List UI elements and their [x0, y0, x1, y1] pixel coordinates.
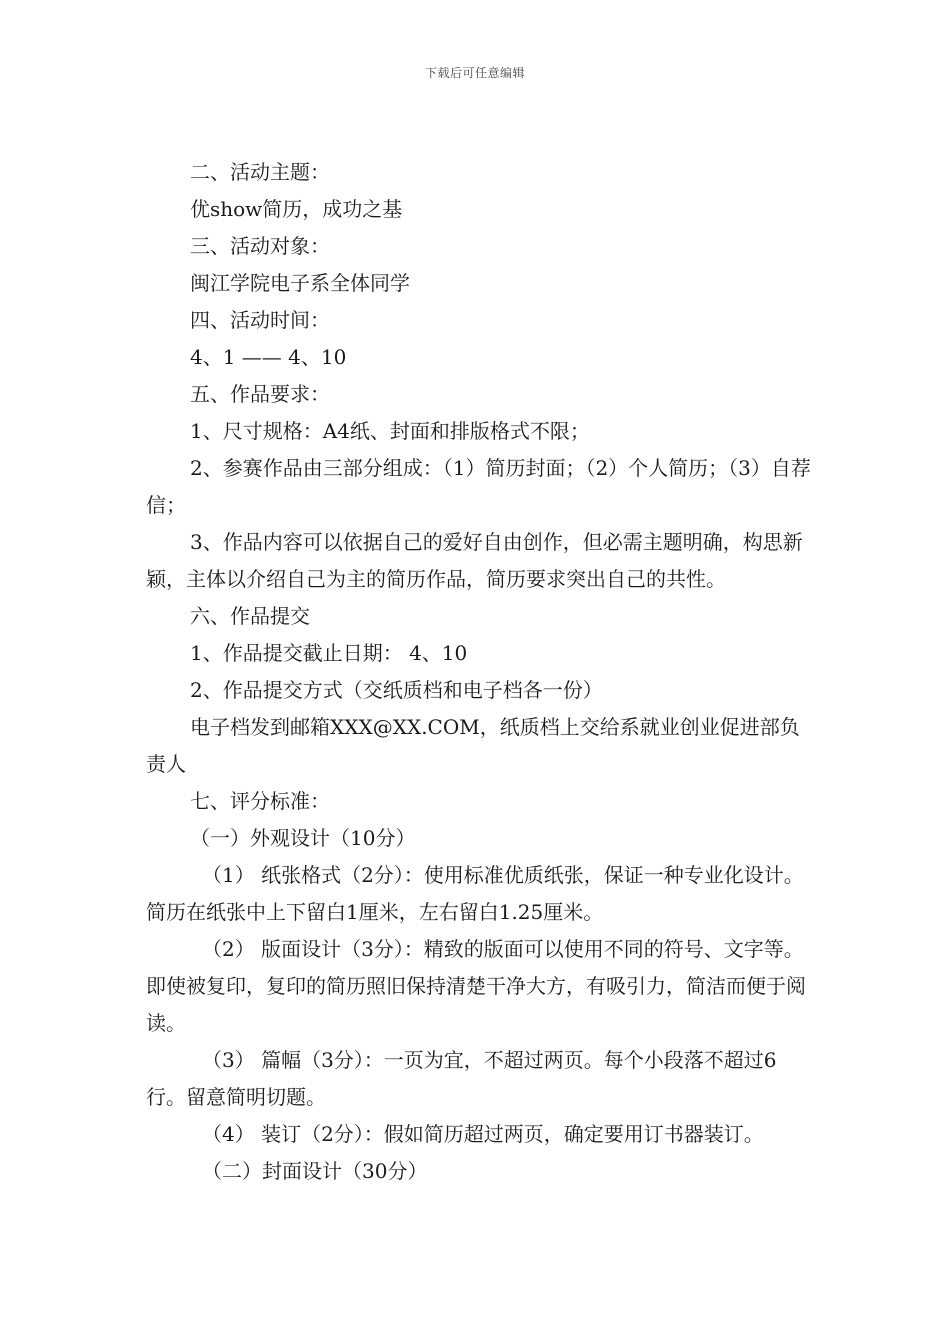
paragraph-submission-1: 1、作品提交截止日期： 4、10	[190, 641, 468, 665]
paragraph-requirement-3: 3、作品内容可以依据自己的爱好自由创作，但必需主题明确，构思新颖，主体以介绍自己为主的简历作品，简历要求突出自己的共性。	[146, 530, 803, 591]
paragraph-theme: 优show简历，成功之基	[190, 197, 403, 221]
subheading-cover-design: （二）封面设计（30分）	[202, 1159, 428, 1183]
page-header-note: 下载后可任意编辑	[424, 66, 525, 80]
section-heading-requirements: 五、作品要求：	[190, 382, 330, 406]
subheading-appearance: （一）外观设计（10分）	[190, 826, 416, 850]
section-heading-theme: 二、活动主题：	[190, 160, 330, 184]
paragraph-length: （3） 篇幅（3分）：一页为宜，不超过两页。每个小段落不超过6行。留意简明切题。	[146, 1048, 777, 1109]
paragraph-submission-2: 2、作品提交方式（交纸质档和电子档各一份）	[190, 678, 603, 702]
section-heading-audience: 三、活动对象：	[190, 234, 330, 258]
section-heading-submission: 六、作品提交	[190, 604, 310, 628]
paragraph-requirement-1: 1、尺寸规格：A4纸、封面和排版格式不限；	[190, 419, 590, 443]
paragraph-submission-email: 电子档发到邮箱XXX@XX.COM，纸质档上交给系就业创业促进部负责人	[146, 715, 800, 776]
section-heading-time: 四、活动时间：	[190, 308, 330, 332]
paragraph-binding: （4） 装订（2分）：假如简历超过两页，确定要用订书器装订。	[202, 1122, 764, 1146]
section-heading-scoring: 七、评分标准：	[190, 789, 330, 813]
paragraph-requirement-2: 2、参赛作品由三部分组成：（1）简历封面；（2）个人简历；（3）自荐信；	[146, 456, 811, 517]
paragraph-layout-design: （2） 版面设计（3分）：精致的版面可以使用不同的符号、文字等。即使被复印，复印的简历照旧保持清楚干净大方，有吸引力，简洁而便于阅读。	[146, 937, 806, 1035]
document-body	[146, 154, 814, 1190]
paragraph-audience: 闽江学院电子系全体同学	[190, 271, 410, 295]
paragraph-time: 4、1 —— 4、10	[190, 345, 347, 369]
paragraph-paper-format: （1） 纸张格式（2分）：使用标准优质纸张，保证一种专业化设计。简历在纸张中上下留白1厘米，左右留白1.25厘米。	[146, 863, 804, 924]
